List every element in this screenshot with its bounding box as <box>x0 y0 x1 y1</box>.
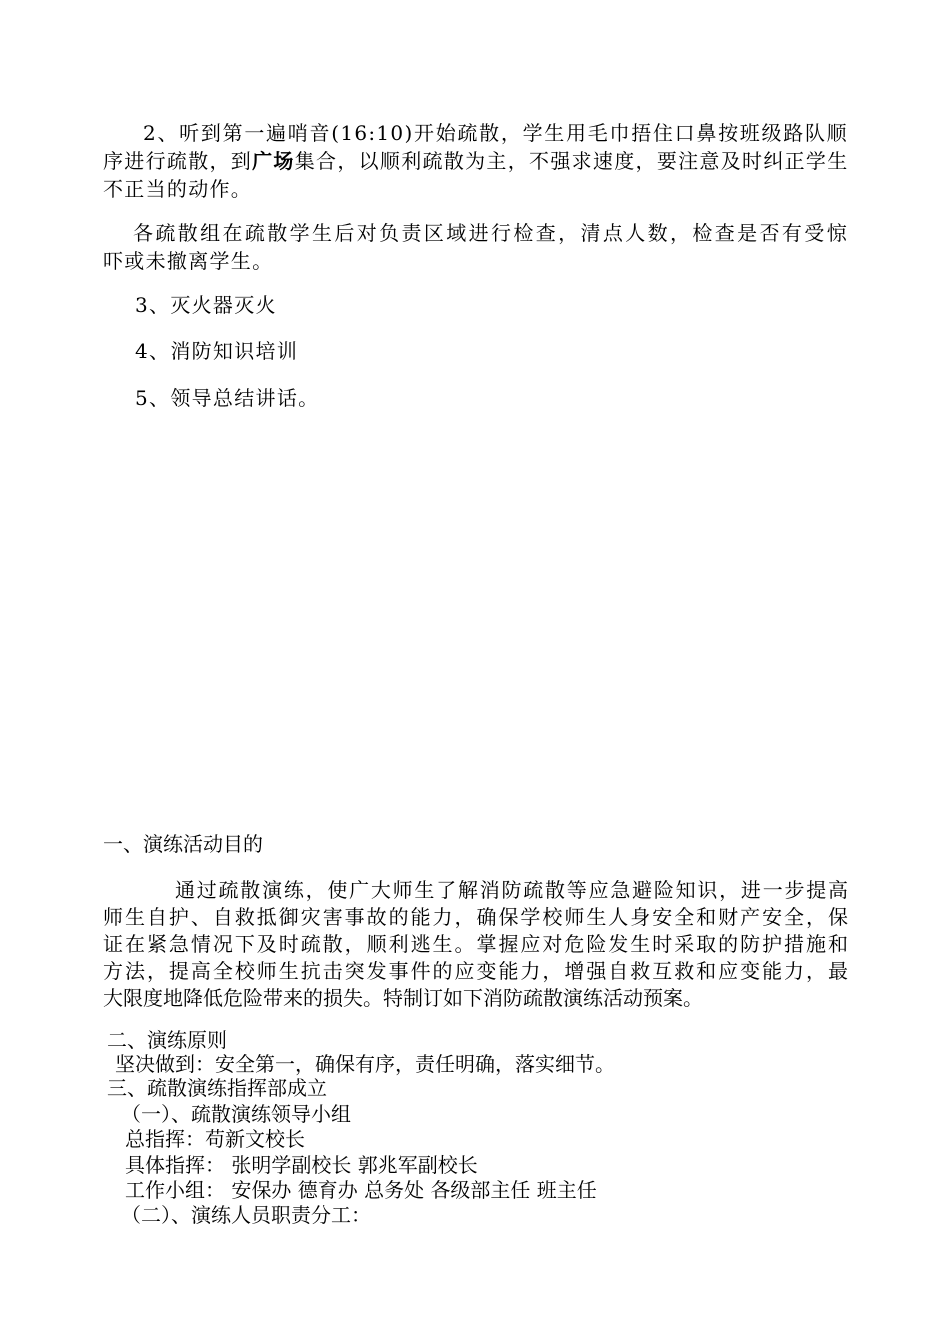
purpose-line-2: 师生自护、自救抵御灾害事故的能力，确保学校师生人身安全和财产安全，保 <box>103 905 848 929</box>
paragraph-2-line-2: 吓或未撤离学生。 <box>103 249 274 273</box>
subheading-duties: （二）、演练人员职责分工： <box>121 1203 371 1227</box>
paragraph-2-line-1: 各疏散组在疏散学生后对负责区域进行检查，清点人数，检查是否有受惊 <box>133 221 848 245</box>
bold-location: 广场 <box>252 149 295 173</box>
item-5: 5、领导总结讲话。 <box>135 386 320 410</box>
principle-text: 坚决做到：安全第一，确保有序，责任明确，落实细节。 <box>115 1052 615 1076</box>
item-4: 4、消防知识培训 <box>135 339 299 363</box>
commander-line: 总指挥：苟新文校长 <box>125 1127 305 1151</box>
purpose-line-1: 通过疏散演练，使广大师生了解消防疏散等应急避险知识，进一步提高 <box>175 878 848 902</box>
paragraph-1-line-1: 2、听到第一遍哨音(16:10)开始疏散，学生用毛巾捂住口鼻按班级路队顺 <box>143 121 848 145</box>
subheading-leadership: （一）、疏散演练领导小组 <box>121 1102 351 1126</box>
heading-command: 三、疏散演练指挥部成立 <box>107 1076 327 1100</box>
heading-principle: 二、演练原则 <box>107 1028 227 1052</box>
paragraph-1-line-3: 不正当的动作。 <box>103 177 253 201</box>
specific-commander-line: 具体指挥： 张明学副校长 郭兆军副校长 <box>125 1153 478 1177</box>
paragraph-1-line-2: 序进行疏散，到广场集合，以顺利疏散为主，不强求速度，要注意及时纠正学生 <box>103 149 849 173</box>
purpose-line-5: 大限度地降低危险带来的损失。特制订如下消防疏散演练活动预案。 <box>103 986 703 1010</box>
heading-purpose: 一、演练活动目的 <box>103 832 263 856</box>
purpose-line-4: 方法，提高全校师生抗击突发事件的应变能力，增强自救互救和应变能力，最 <box>103 959 848 983</box>
purpose-line-3: 证在紧急情况下及时疏散，顺利逃生。掌握应对危险发生时采取的防护措施和 <box>103 932 848 956</box>
item-3: 3、灭火器灭火 <box>135 293 277 317</box>
workgroup-line: 工作小组： 安保办 德育办 总务处 各级部主任 班主任 <box>125 1178 597 1202</box>
